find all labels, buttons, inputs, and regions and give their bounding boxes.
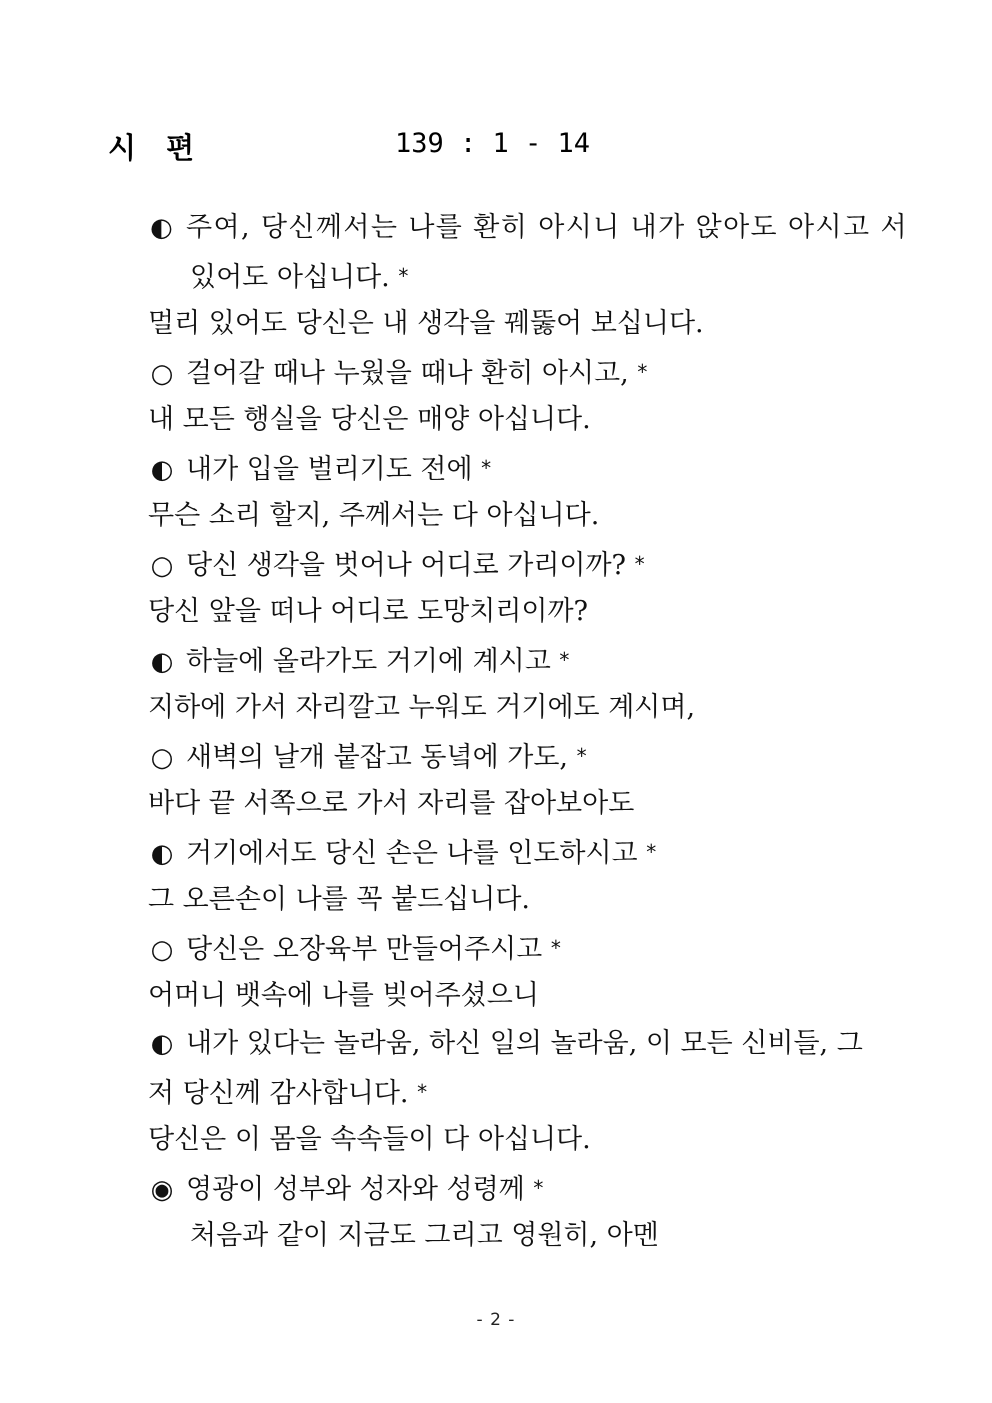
verse-line xyxy=(148,306,704,342)
verse-text: 당신은 이 몸을 속속들이 다 아십니다. xyxy=(148,1124,591,1155)
half-circle-icon: ◐ xyxy=(150,839,174,869)
verse-text: 당신 앞을 떠나 어디로 도망치리이까? xyxy=(148,596,589,627)
verse-text: 처음과 같이 지금도 그리고 영원히, 아멘 xyxy=(190,1220,659,1251)
half-circle-icon: ◐ xyxy=(150,455,174,485)
open-circle-icon: ○ xyxy=(150,743,174,773)
verse-line xyxy=(148,210,908,246)
verse-line xyxy=(148,978,539,1014)
verse-line xyxy=(148,402,591,438)
response-star-icon: * xyxy=(398,264,409,288)
verse-line xyxy=(148,738,587,776)
open-circle-icon: ○ xyxy=(150,359,174,389)
verse-text: 거기에서도 당신 손은 나를 인도하시고 xyxy=(186,838,638,869)
response-star-icon: * xyxy=(634,552,645,576)
verse-text: 하늘에 올라가도 거기에 계시고 xyxy=(186,646,551,677)
verse-line xyxy=(148,546,645,584)
verse-line xyxy=(148,690,695,726)
response-star-icon: * xyxy=(576,744,587,768)
verse-line xyxy=(148,498,599,534)
verse-text: 멀리 있어도 당신은 내 생각을 꿰뚫어 보십니다. xyxy=(148,308,704,339)
verse-line xyxy=(148,930,561,968)
verse-line xyxy=(148,1026,863,1062)
book-title: 시 편 xyxy=(108,131,205,165)
verse-line xyxy=(148,834,656,872)
verse-line xyxy=(148,1122,591,1158)
verse-line xyxy=(190,258,408,296)
verse-text: 지하에 가서 자리깔고 누워도 거기에도 계시며, xyxy=(148,692,696,723)
response-star-icon: * xyxy=(637,360,648,384)
open-circle-icon: ○ xyxy=(150,551,174,581)
verse-line xyxy=(148,354,647,392)
verse-line xyxy=(148,786,634,822)
response-star-icon: * xyxy=(417,1080,428,1104)
verse-line xyxy=(148,594,588,630)
verse-text: 무슨 소리 할지, 주께서는 다 아십니다. xyxy=(148,500,600,531)
verse-text: 걸어갈 때나 누웠을 때나 환히 아시고, xyxy=(186,358,629,389)
half-circle-icon: ◐ xyxy=(150,647,174,677)
verse-text: 내가 입을 벌리기도 전에 xyxy=(186,454,473,485)
verse-line xyxy=(148,1170,543,1208)
verse-line xyxy=(190,1218,659,1254)
verse-text: 당신은 오장육부 만들어주시고 xyxy=(186,934,543,965)
response-star-icon: * xyxy=(646,840,657,864)
verse-text: 어머니 뱃속에 나를 빚어주셨으니 xyxy=(148,980,539,1011)
verse-text: 영광이 성부와 성자와 성령께 xyxy=(186,1174,525,1205)
page-number: - 2 - xyxy=(476,1310,516,1330)
verse-reference: 139 : 1 - 14 xyxy=(395,128,591,159)
verse-text: 내 모든 행실을 당신은 매양 아십니다. xyxy=(148,404,591,435)
verse-text: 있어도 아십니다. xyxy=(190,262,390,293)
verse-text: 주여, 당신께서는 나를 환히 아시니 내가 앉아도 아시고 서 xyxy=(186,212,908,243)
open-circle-icon: ○ xyxy=(150,935,174,965)
verse-line xyxy=(148,642,569,680)
response-star-icon: * xyxy=(550,936,561,960)
half-circle-icon: ◐ xyxy=(149,213,175,243)
response-star-icon: * xyxy=(559,648,570,672)
response-star-icon: * xyxy=(481,456,492,480)
verse-text: 그 오른손이 나를 꼭 붙드십니다. xyxy=(148,884,530,915)
bullseye-circle-icon: ◉ xyxy=(150,1175,174,1205)
verse-line xyxy=(148,882,530,918)
verse-text: 저 당신께 감사합니다. xyxy=(148,1078,409,1109)
response-star-icon: * xyxy=(533,1176,544,1200)
verse-text: 새벽의 날개 붙잡고 동녘에 가도, xyxy=(186,742,568,773)
verse-text: 내가 있다는 놀라움, 하신 일의 놀라움, 이 모든 신비들, 그 xyxy=(186,1028,863,1059)
half-circle-icon: ◐ xyxy=(150,1029,174,1059)
verse-text: 당신 생각을 벗어나 어디로 가리이까? xyxy=(186,550,627,581)
verse-line xyxy=(148,450,491,488)
verse-line xyxy=(148,1074,427,1112)
verse-text: 바다 끝 서쪽으로 가서 자리를 잡아보아도 xyxy=(148,788,635,819)
page-header xyxy=(108,126,808,170)
